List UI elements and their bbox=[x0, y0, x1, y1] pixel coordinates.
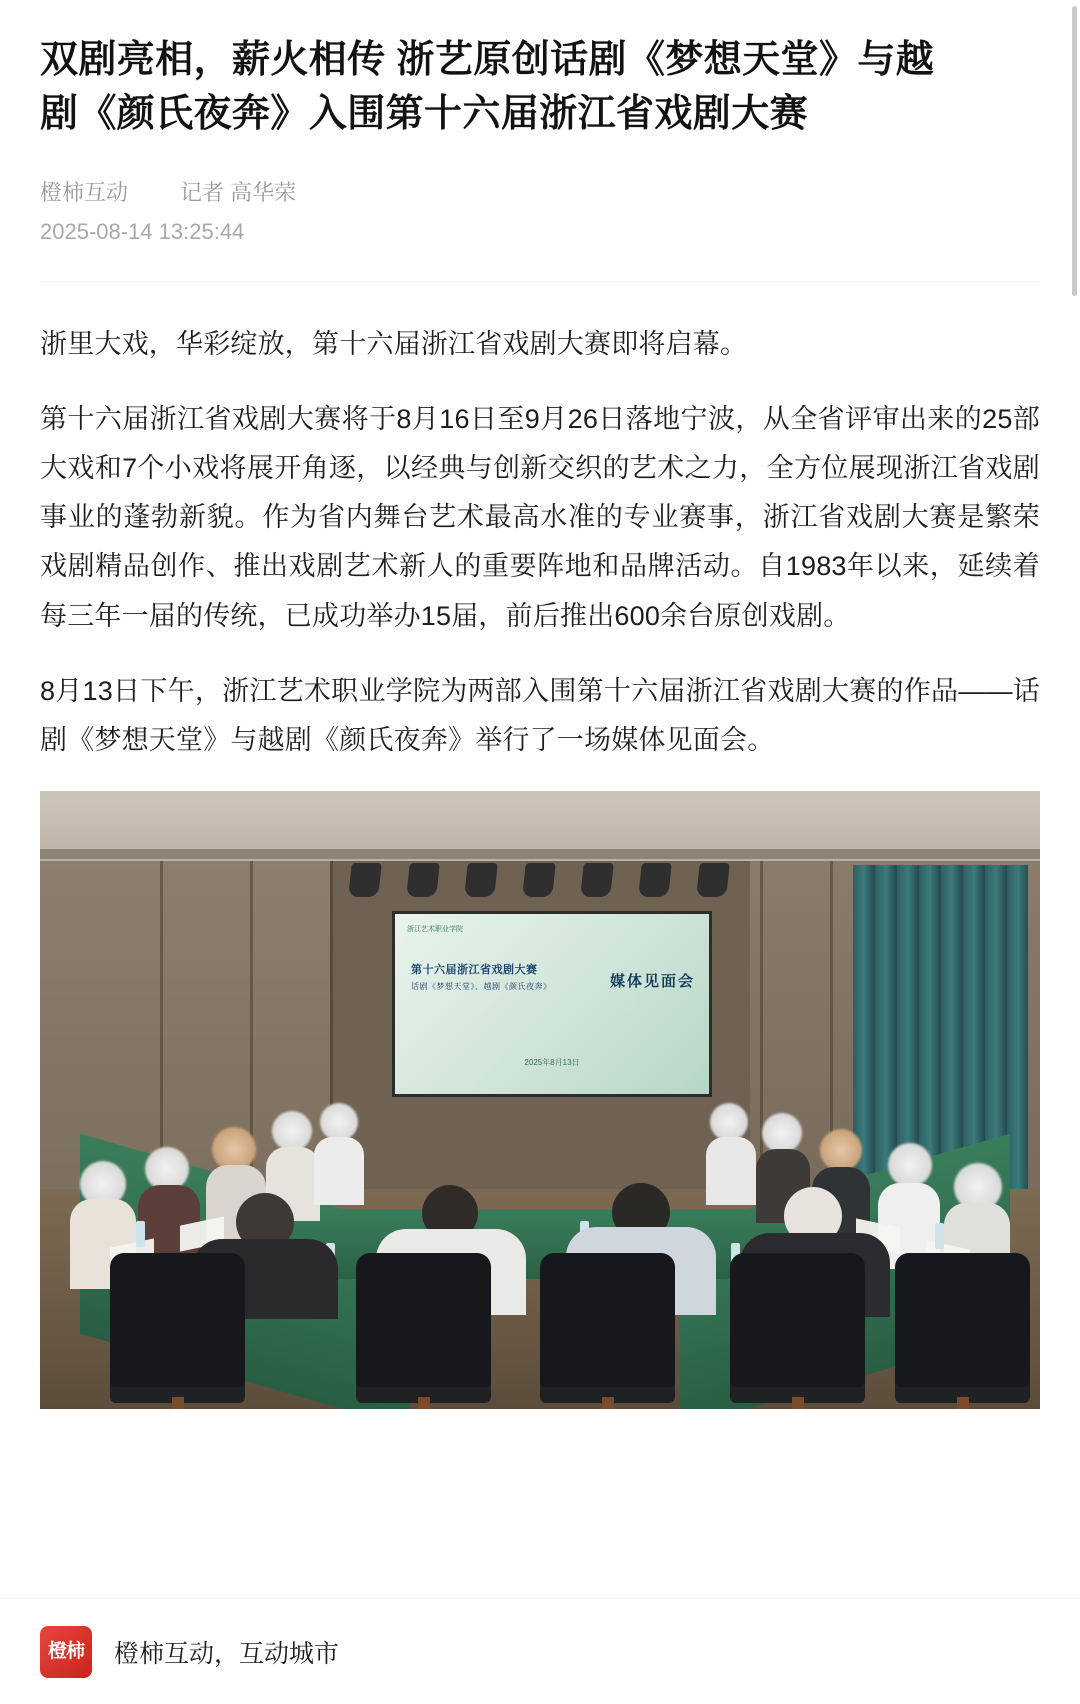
footer-brand-label: 橙柿互动，互动城市 bbox=[114, 1639, 340, 1668]
screen-logo: 浙江艺术职业学院 bbox=[407, 925, 463, 933]
article-figure bbox=[40, 791, 1040, 1409]
attendee bbox=[272, 1111, 312, 1151]
ceiling-beam bbox=[40, 849, 1040, 859]
water-bottle bbox=[136, 1221, 145, 1247]
chair bbox=[110, 1253, 245, 1403]
footer-brand-bar[interactable] bbox=[0, 1598, 1080, 1704]
chair bbox=[730, 1253, 865, 1403]
attendee bbox=[320, 1103, 358, 1141]
attendee-body bbox=[706, 1137, 756, 1205]
screen-event-label: 媒体见面会 bbox=[609, 972, 695, 990]
water-bottle bbox=[935, 1223, 944, 1249]
ceiling bbox=[40, 791, 1040, 871]
attendee bbox=[710, 1103, 748, 1141]
paragraph: 8月13日下午，浙江艺术职业学院为两部入围第十六届浙江省戏剧大赛的作品——话剧《梦想天堂》与越剧《颜氏夜奔》举行了一场媒体见面会。 bbox=[40, 675, 1040, 755]
attendee-body bbox=[314, 1137, 364, 1205]
chair bbox=[356, 1253, 491, 1403]
byline bbox=[40, 176, 1040, 207]
article-body bbox=[40, 320, 1040, 765]
paragraph: 浙里大戏，华彩绽放，第十六届浙江省戏剧大赛即将启幕。 bbox=[40, 328, 748, 359]
projection-screen bbox=[392, 911, 712, 1097]
chair bbox=[540, 1253, 675, 1403]
timestamp: 2025-08-14 13:25:44 bbox=[40, 218, 245, 244]
page-title: 双剧亮相，薪火相传 浙艺原创话剧《梦想天堂》与越剧《颜氏夜奔》入围第十六届浙江省戏剧大赛 bbox=[40, 39, 935, 135]
attendee bbox=[820, 1129, 862, 1171]
screen-title: 第十六届浙江省戏剧大赛 话剧《梦想天堂》、越剧《颜氏夜奔》 bbox=[411, 963, 552, 992]
source-label: 橙柿互动 bbox=[40, 179, 129, 205]
attendee bbox=[762, 1113, 802, 1153]
paragraph: 第十六届浙江省戏剧大赛将于8月16日至9月26日落地宁波，从全省评审出来的25部大戏和7个小戏将展开角逐，以经典与创新交织的艺术之力，全方位展现浙江省戏剧事业的蓬勃新貌。作为省内舞台艺术最高水准的专业赛事，浙江省戏剧大赛是繁荣戏剧精品创作、推出戏剧艺术新人的重要阵地和品牌活动。自1983年以来，延续着每三年一届的传统，已成功举办15届，前后推出600余台原创戏剧。 bbox=[40, 404, 1040, 631]
chengshi-logo-icon: 橙柿 bbox=[40, 1626, 92, 1678]
screen-date: 2025年8月13日 bbox=[524, 1057, 580, 1067]
scrollbar[interactable] bbox=[1072, 6, 1077, 296]
chair bbox=[895, 1253, 1030, 1403]
reporter-label: 记者 高华荣 bbox=[180, 179, 297, 205]
press-conference-photo bbox=[40, 791, 1040, 1409]
attendee bbox=[888, 1143, 932, 1187]
header-divider bbox=[40, 281, 1040, 282]
stage-lights bbox=[350, 863, 750, 905]
